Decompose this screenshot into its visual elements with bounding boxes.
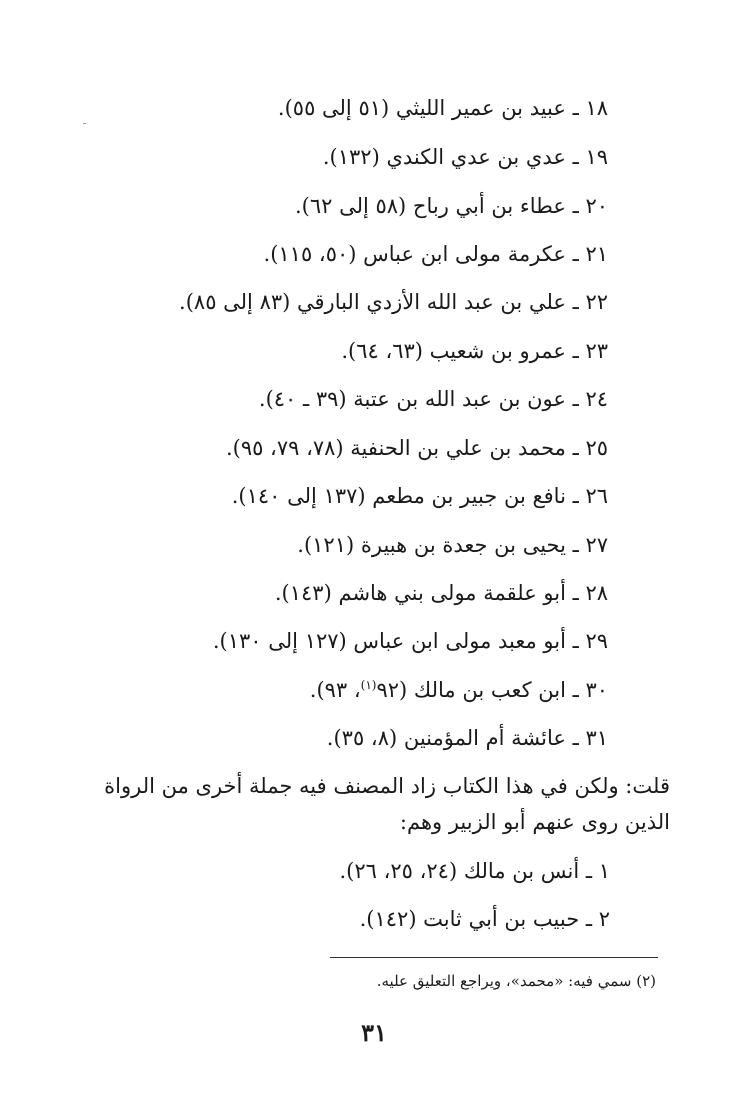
list-item: ٢٠ ـ عطاء بن أبي رباح (٥٨ إلى ٦٢).: [294, 194, 608, 218]
sub-list-item: ١ ـ أنس بن مالك (٢٤، ٢٥، ٢٦).: [339, 859, 610, 883]
list-item: ٣١ ـ عائشة أم المؤمنين (٨، ٣٥).: [326, 726, 608, 750]
footnote-reference: (١): [360, 678, 377, 692]
paragraph-line: الذين روى عنهم أبو الزبير وهم:: [399, 810, 670, 834]
footnote-divider: [330, 957, 658, 958]
list-item: ٢٨ ـ أبو علقمة مولى بني هاشم (١٤٣).: [274, 581, 608, 605]
entry-text: ٣٠ ـ ابن كعب بن مالك (٩٢: [376, 678, 608, 702]
list-item: ٢٢ ـ علي بن عبد الله الأزدي البارقي (٨٣ إلى ٨٥).: [179, 290, 608, 314]
list-item: ٢١ ـ عكرمة مولى ابن عباس (٥٠، ١١٥).: [263, 242, 608, 266]
list-item: ٢٣ ـ عمرو بن شعيب (٦٣، ٦٤).: [341, 339, 608, 363]
list-item: ٢٥ ـ محمد بن علي بن الحنفية (٧٨، ٧٩، ٩٥).: [225, 436, 608, 460]
list-item: ٢٧ ـ يحيى بن جعدة بن هبيرة (١٢١).: [297, 533, 608, 557]
paragraph-line: قلت: ولكن في هذا الكتاب زاد المصنف فيه جملة أخرى من الرواة: [104, 774, 670, 798]
list-item: ٢٦ ـ نافع بن جبير بن مطعم (١٣٧ إلى ١٤٠).: [231, 484, 608, 508]
list-item: ٢٩ ـ أبو معبد مولى ابن عباس (١٢٧ إلى ١٣٠).: [212, 629, 608, 653]
list-item: ١٩ ـ عدي بن عدي الكندي (١٣٢).: [322, 145, 608, 169]
list-item: ١٨ ـ عبيد بن عمير الليثي (٥١ إلى ٥٥).: [277, 96, 608, 120]
entry-text: ، ٩٣).: [309, 678, 361, 702]
sub-list-item: ٢ ـ حبيب بن أبي ثابت (١٤٢).: [359, 907, 610, 931]
list-item: ٢٤ ـ عون بن عبد الله بن عتبة (٣٩ ـ ٤٠).: [258, 387, 608, 411]
page-number: ٣١: [361, 1018, 387, 1047]
footnote: (٢) سمي فيه: «محمد»، ويراجع التعليق عليه.: [376, 972, 656, 990]
margin-mark: [83, 123, 86, 124]
list-item-with-footnote: [310, 676, 608, 704]
